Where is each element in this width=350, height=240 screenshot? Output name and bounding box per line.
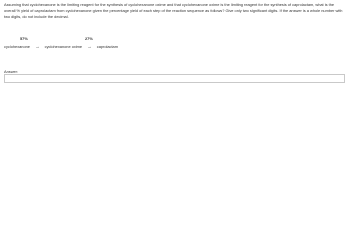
step1-yield: 57% (20, 36, 28, 41)
answer-label: Answer: (4, 69, 19, 74)
arrow-icon: → (87, 44, 92, 49)
reactant-label: cyclohexanone (4, 44, 30, 49)
reaction-chain (4, 44, 118, 49)
product-label: caprolactam (96, 44, 118, 49)
question-text: Assuming that cyclohexanone is the limiting reagent for the synthesis of cyclohexanone oxime and that cyclohexanone oxime is the limiting reagent for the synthesis of caprolactam, what is the overall % yield of caprolactam from cyclohexanone given the percentage yield of each step of the reaction sequence as follows? Give only two significant digits. If the answer is a whole number with two digits, do not include the decimal. (4, 2, 343, 19)
reaction-scheme (4, 36, 264, 50)
step2-yield: 27% (85, 36, 93, 41)
arrow-icon: → (35, 44, 40, 49)
intermediate-label: cyclohexanone oxime (44, 44, 83, 49)
answer-input[interactable] (4, 74, 345, 83)
